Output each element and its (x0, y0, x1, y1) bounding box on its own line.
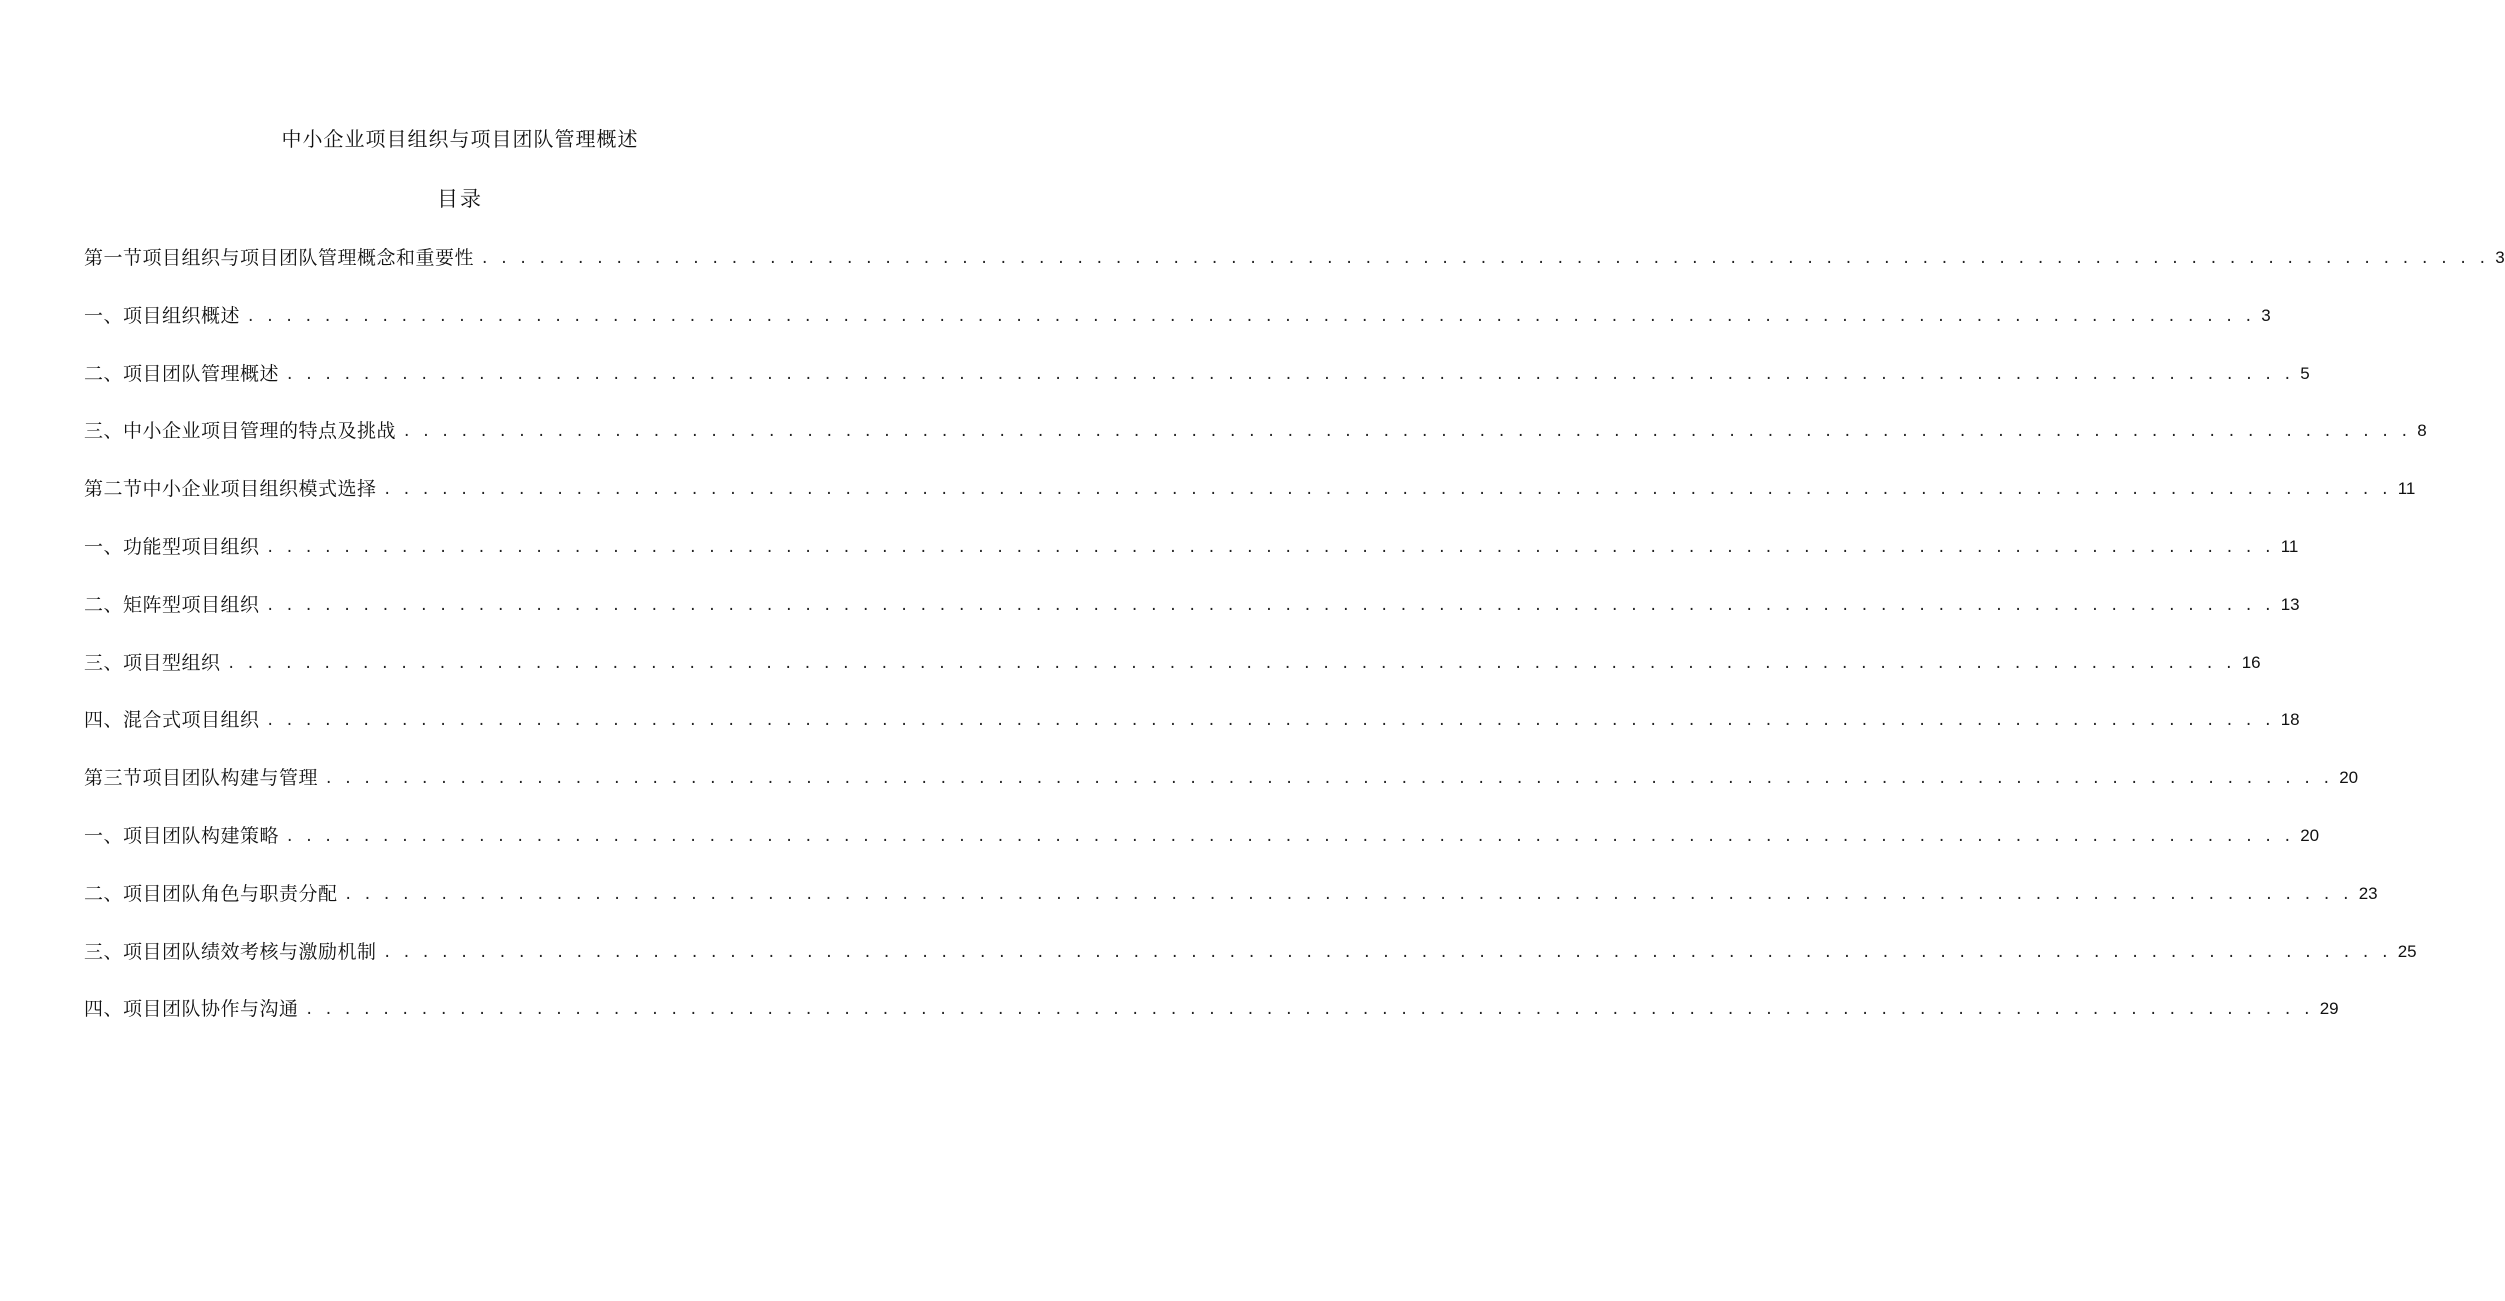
toc-entry-page-number: 20 (2300, 825, 2320, 845)
toc-entry-1-1[interactable] (84, 301, 2271, 331)
toc-entry-label: 二、项目团队管理概述 (84, 362, 280, 385)
toc-entry-page-number: 8 (2417, 421, 2427, 441)
toc-dot-leader: . . . . . . . . . . . . . . . . . . . . . . . . . . . . . . . . . . . . . . . . . . . . . . . . . . . . . . . . . . . . . . . . . . . . . . . . . . . . . . . . . . . . . . . . . . . . . . . . . . . . . . . . . (482, 248, 2490, 268)
toc-entry-label: 二、项目团队角色与职责分配 (84, 882, 338, 905)
toc-entry-page-number: 20 (2339, 768, 2359, 788)
toc-entry-label: 四、混合式项目组织 (84, 709, 260, 732)
toc-entry-label: 一、项目团队构建策略 (84, 824, 280, 847)
toc-entry-page-number: 25 (2397, 941, 2417, 961)
toc-dot-leader: . . . . . . . . . . . . . . . . . . . . . . . . . . . . . . . . . . . . . . . . . . . . . . . . . . . . . . . . . . . . . . . . . . . . . . . . . . . . . . . . . . . . . . . . . . . . . . . . . . . . . . . . . (345, 883, 2353, 904)
toc-dot-leader: . . . . . . . . . . . . . . . . . . . . . . . . . . . . . . . . . . . . . . . . . . . . . . . . . . . . . . . . . . . . . . . . . . . . . . . . . . . . . . . . . . . . . . . . . . . . . . . . . . . . . . . . . (306, 999, 2314, 1020)
toc-entry-page-number: 5 (2300, 363, 2310, 383)
toc-entry-1-2[interactable] (84, 359, 2310, 389)
toc-entry-2-2[interactable] (84, 590, 2300, 620)
toc-entry-label: 四、项目团队协作与沟通 (84, 998, 299, 1021)
toc-entry-page-number: 3 (2495, 248, 2505, 267)
toc-dot-leader: . . . . . . . . . . . . . . . . . . . . . . . . . . . . . . . . . . . . . . . . . . . . . . . . . . . . . . . . . . . . . . . . . . . . . . . . . . . . . . . . . . . . . . . . . . . . . . . . . . . . . . . . . (404, 421, 2412, 442)
table-of-contents (84, 243, 2505, 1052)
toc-entry-3-4[interactable] (84, 994, 2339, 1024)
toc-entry-page-number: 18 (2280, 710, 2300, 730)
toc-entry-label: 三、项目型组织 (84, 651, 221, 674)
toc-entry-section-2[interactable] (84, 474, 2416, 504)
toc-dot-leader: . . . . . . . . . . . . . . . . . . . . . . . . . . . . . . . . . . . . . . . . . . . . . . . . . . . . . . . . . . . . . . . . . . . . . . . . . . . . . . . . . . . . . . . . . . . . . . . . . . . . . . . . . (228, 652, 2236, 673)
toc-dot-leader: . . . . . . . . . . . . . . . . . . . . . . . . . . . . . . . . . . . . . . . . . . . . . . . . . . . . . . . . . . . . . . . . . . . . . . . . . . . . . . . . . . . . . . . . . . . . . . . . . . . . . . . . . (267, 536, 2275, 557)
toc-entry-3-2[interactable] (84, 879, 2378, 909)
toc-entry-1-3[interactable] (84, 416, 2427, 446)
toc-entry-label: 一、功能型项目组织 (84, 535, 260, 558)
document-title: 中小企业项目组织与项目团队管理概述 (281, 127, 639, 151)
toc-dot-leader: . . . . . . . . . . . . . . . . . . . . . . . . . . . . . . . . . . . . . . . . . . . . . . . . . . . . . . . . . . . . . . . . . . . . . . . . . . . . . . . . . . . . . . . . . . . . . . . . . . . . . . . . . (326, 768, 2334, 789)
toc-entry-3-1[interactable] (84, 821, 2320, 851)
toc-entry-label: 三、中小企业项目管理的特点及挑战 (84, 420, 397, 443)
toc-entry-page-number: 11 (2280, 536, 2299, 556)
toc-entry-2-3[interactable] (84, 648, 2261, 678)
toc-entry-label: 第一节项目组织与项目团队管理概念和重要性 (84, 247, 475, 269)
toc-entry-label: 第二节中小企业项目组织模式选择 (84, 478, 377, 501)
toc-entry-label: 第三节项目团队构建与管理 (84, 767, 319, 790)
toc-entry-page-number: 3 (2261, 305, 2271, 325)
toc-entry-label: 二、矩阵型项目组织 (84, 593, 260, 616)
toc-dot-leader: . . . . . . . . . . . . . . . . . . . . . . . . . . . . . . . . . . . . . . . . . . . . . . . . . . . . . . . . . . . . . . . . . . . . . . . . . . . . . . . . . . . . . . . . . . . . . . . . . . . . . . . . . (287, 825, 2295, 846)
toc-dot-leader: . . . . . . . . . . . . . . . . . . . . . . . . . . . . . . . . . . . . . . . . . . . . . . . . . . . . . . . . . . . . . . . . . . . . . . . . . . . . . . . . . . . . . . . . . . . . . . . . . . . . . . . . . (384, 479, 2392, 500)
toc-entry-label: 一、项目组织概述 (84, 304, 241, 327)
toc-dot-leader: . . . . . . . . . . . . . . . . . . . . . . . . . . . . . . . . . . . . . . . . . . . . . . . . . . . . . . . . . . . . . . . . . . . . . . . . . . . . . . . . . . . . . . . . . . . . . . . . . . . . . . . . . (384, 941, 2392, 962)
toc-entry-2-4[interactable] (84, 705, 2300, 735)
toc-entry-section-3[interactable] (84, 763, 2359, 793)
toc-dot-leader: . . . . . . . . . . . . . . . . . . . . . . . . . . . . . . . . . . . . . . . . . . . . . . . . . . . . . . . . . . . . . . . . . . . . . . . . . . . . . . . . . . . . . . . . . . . . . . . . . . . . . . . . . (267, 594, 2275, 615)
toc-entry-page-number: 16 (2241, 652, 2261, 672)
toc-entry-3-3[interactable] (84, 937, 2417, 967)
toc-entry-2-1[interactable] (84, 532, 2299, 562)
toc-dot-leader: . . . . . . . . . . . . . . . . . . . . . . . . . . . . . . . . . . . . . . . . . . . . . . . . . . . . . . . . . . . . . . . . . . . . . . . . . . . . . . . . . . . . . . . . . . . . . . . . . . . . . . . . . (248, 305, 2256, 326)
toc-dot-leader: . . . . . . . . . . . . . . . . . . . . . . . . . . . . . . . . . . . . . . . . . . . . . . . . . . . . . . . . . . . . . . . . . . . . . . . . . . . . . . . . . . . . . . . . . . . . . . . . . . . . . . . . . (287, 363, 2295, 384)
toc-entry-page-number: 11 (2397, 479, 2416, 499)
toc-entry-page-number: 29 (2319, 999, 2339, 1019)
toc-entry-page-number: 23 (2358, 883, 2378, 903)
toc-entry-page-number: 13 (2280, 594, 2300, 614)
toc-entry-section-1[interactable] (84, 243, 2505, 273)
toc-entry-label: 三、项目团队绩效考核与激励机制 (84, 940, 377, 963)
toc-dot-leader: . . . . . . . . . . . . . . . . . . . . . . . . . . . . . . . . . . . . . . . . . . . . . . . . . . . . . . . . . . . . . . . . . . . . . . . . . . . . . . . . . . . . . . . . . . . . . . . . . . . . . . . . . (267, 710, 2275, 731)
toc-heading: 目录 (437, 187, 483, 211)
